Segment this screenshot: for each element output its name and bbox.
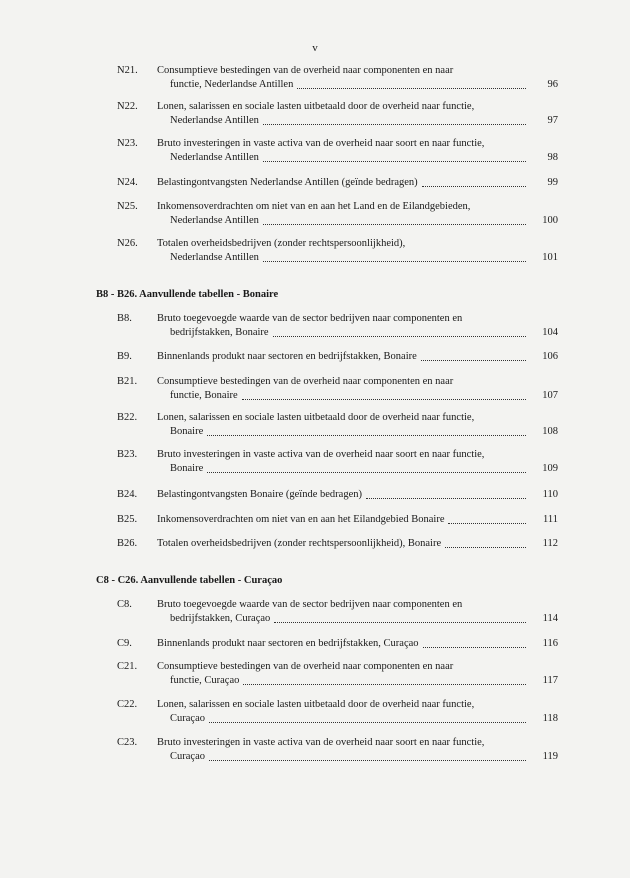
dot-leader — [273, 336, 526, 337]
entry-title: Lonen, salarissen en sociale lasten uitbetaald door de overheid naar functie, — [157, 101, 475, 112]
entry-code: B9. — [117, 351, 132, 362]
entry-page: 110 — [542, 489, 558, 500]
entry-title-continued — [170, 712, 530, 726]
entry-code: B8. — [117, 313, 132, 324]
entry-title-line2: Nederlandse Antillen — [170, 215, 259, 226]
entry-title: Bruto toegevoegde waarde van de sector bedrijven naar componenten en — [157, 599, 463, 610]
entry-title-line2: Curaçao — [170, 751, 205, 762]
entry-page: 109 — [542, 463, 558, 474]
dot-leader — [209, 722, 526, 723]
entry-code: B24. — [117, 489, 138, 500]
entry-page: 112 — [542, 538, 558, 549]
dot-leader — [243, 684, 526, 685]
entry-title-line2: Nederlandse Antillen — [170, 152, 259, 163]
dot-leader — [263, 124, 526, 125]
entry-title-row — [157, 637, 530, 651]
entry-title-line2: Nederlandse Antillen — [170, 115, 259, 126]
entry-page: 119 — [542, 751, 558, 762]
entry-page: 117 — [542, 675, 558, 686]
entry-page: 97 — [547, 115, 558, 126]
entry-title: Consumptieve bestedingen van de overheid naar componenten en naar — [157, 65, 454, 76]
entry-code: B22. — [117, 412, 138, 423]
entry-page: 114 — [542, 613, 558, 624]
entry-title: Bruto investeringen in vaste activa van de overheid naar soort en naar functie, — [157, 737, 485, 748]
entry-title-line2: Curaçao — [170, 713, 205, 724]
dot-leader — [422, 186, 526, 187]
entry-page: 116 — [542, 638, 558, 649]
entry-code: N25. — [117, 201, 138, 212]
entry-page: 98 — [547, 152, 558, 163]
entry-code: N23. — [117, 138, 138, 149]
entry-code: N24. — [117, 177, 138, 188]
entry-title-row — [157, 176, 530, 190]
entry-title: Binnenlands produkt naar sectoren en bedrijfstakken, Bonaire — [157, 351, 417, 362]
entry-page: 118 — [542, 713, 558, 724]
entry-title-row — [157, 513, 530, 527]
section-heading: C8 - C26. Aanvullende tabellen - Curaçao — [96, 575, 283, 586]
entry-page: 104 — [542, 327, 558, 338]
entry-title-continued — [170, 462, 530, 476]
entry-title-line2: functie, Bonaire — [170, 390, 238, 401]
entry-title: Inkomensoverdrachten om niet van en aan het Eilandgebied Bonaire — [157, 514, 445, 525]
entry-title: Bruto investeringen in vaste activa van de overheid naar soort en naar functie, — [157, 138, 485, 149]
entry-code: B26. — [117, 538, 138, 549]
dot-leader — [242, 399, 526, 400]
entry-page: 96 — [547, 79, 558, 90]
entry-title-row — [157, 488, 530, 502]
entry-title-continued — [170, 326, 530, 340]
entry-code: B21. — [117, 376, 138, 387]
dot-leader — [448, 523, 526, 524]
entry-page: 100 — [542, 215, 558, 226]
entry-code: B25. — [117, 514, 138, 525]
dot-leader — [263, 261, 526, 262]
entry-title: Totalen overheidsbedrijven (zonder rechtspersoonlijkheid), — [157, 238, 406, 249]
entry-title-line2: Nederlandse Antillen — [170, 252, 259, 263]
dot-leader — [274, 622, 526, 623]
dot-leader — [263, 161, 526, 162]
entry-code: C21. — [117, 661, 138, 672]
entry-title-line2: bedrijfstakken, Curaçao — [170, 613, 271, 624]
entry-code: N22. — [117, 101, 138, 112]
entry-page: 99 — [547, 177, 558, 188]
entry-page: 107 — [542, 390, 558, 401]
entry-title-continued — [170, 251, 530, 265]
entry-code: C23. — [117, 737, 138, 748]
entry-title: Belastingontvangsten Bonaire (geïnde bedragen) — [157, 489, 362, 500]
entry-code: B23. — [117, 449, 138, 460]
entry-code: N21. — [117, 65, 138, 76]
entry-page: 101 — [542, 252, 558, 263]
dot-leader — [297, 88, 526, 89]
entry-title-continued — [170, 612, 530, 626]
entry-code: C8. — [117, 599, 132, 610]
entry-title: Bruto toegevoegde waarde van de sector bedrijven naar componenten en — [157, 313, 463, 324]
dot-leader — [207, 435, 526, 436]
entry-title-continued — [170, 214, 530, 228]
entry-title-row — [157, 537, 530, 551]
entry-title-continued — [170, 151, 530, 165]
entry-title: Lonen, salarissen en sociale lasten uitbetaald door de overheid naar functie, — [157, 699, 475, 710]
entry-title-continued — [170, 425, 530, 439]
entry-title: Binnenlands produkt naar sectoren en bedrijfstakken, Curaçao — [157, 638, 419, 649]
dot-leader — [209, 760, 526, 761]
page-number: v — [312, 42, 318, 54]
entry-title: Belastingontvangsten Nederlandse Antillen (geïnde bedragen) — [157, 177, 418, 188]
dot-leader — [263, 224, 526, 225]
entry-title-line2: bedrijfstakken, Bonaire — [170, 327, 269, 338]
entry-title-row — [157, 350, 530, 364]
dot-leader — [423, 647, 526, 648]
entry-code: C9. — [117, 638, 132, 649]
entry-title-continued — [170, 389, 530, 403]
entry-code: C22. — [117, 699, 138, 710]
entry-title-continued — [170, 674, 530, 688]
dot-leader — [445, 547, 526, 548]
entry-title: Totalen overheidsbedrijven (zonder rechtspersoonlijkheid), Bonaire — [157, 538, 442, 549]
dot-leader — [366, 498, 526, 499]
dot-leader — [421, 360, 526, 361]
entry-title: Consumptieve bestedingen van de overheid naar componenten en naar — [157, 661, 454, 672]
dot-leader — [207, 472, 526, 473]
entry-title-continued — [170, 114, 530, 128]
section-heading: B8 - B26. Aanvullende tabellen - Bonaire — [96, 289, 279, 300]
entry-page: 108 — [542, 426, 558, 437]
entry-page: 106 — [542, 351, 558, 362]
entry-title-line2: Bonaire — [170, 463, 204, 474]
entry-title: Consumptieve bestedingen van de overheid naar componenten en naar — [157, 376, 454, 387]
entry-title: Bruto investeringen in vaste activa van de overheid naar soort en naar functie, — [157, 449, 485, 460]
entry-title-line2: functie, Nederlandse Antillen — [170, 79, 294, 90]
entry-title: Inkomensoverdrachten om niet van en aan het Land en de Eilandgebieden, — [157, 201, 471, 212]
entry-title-line2: functie, Curaçao — [170, 675, 240, 686]
entry-title-continued — [170, 750, 530, 764]
entry-title-continued — [170, 78, 530, 92]
entry-page: 111 — [543, 514, 558, 525]
entry-code: N26. — [117, 238, 138, 249]
entry-title-line2: Bonaire — [170, 426, 204, 437]
entry-title: Lonen, salarissen en sociale lasten uitbetaald door de overheid naar functie, — [157, 412, 475, 423]
